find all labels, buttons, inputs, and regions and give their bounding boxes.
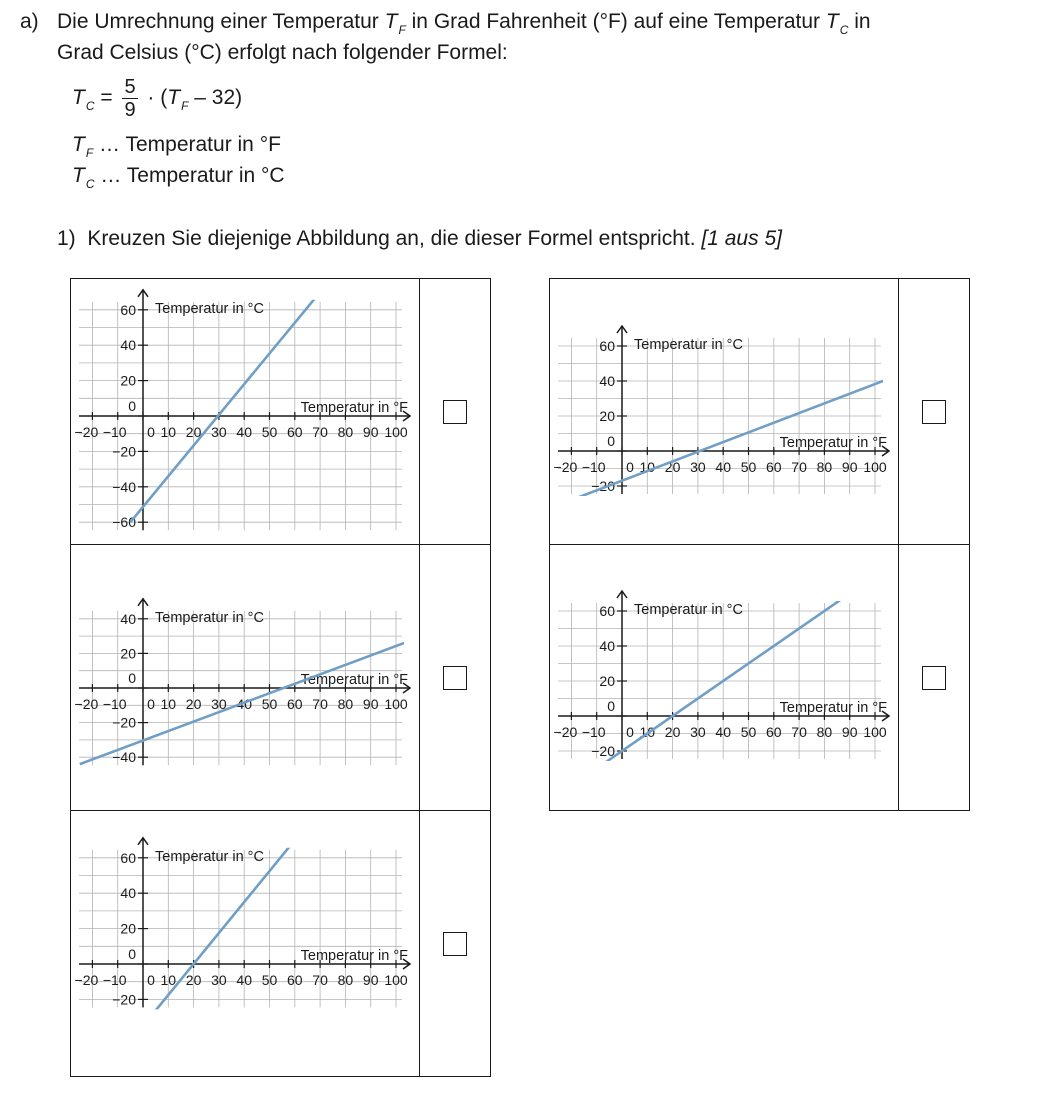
formula-minus-32: – 32) <box>194 86 243 110</box>
x-axis-label: Temperatur in °F <box>300 948 408 964</box>
option-chart-1 <box>71 279 419 544</box>
y-tick-label: −20 <box>112 443 136 460</box>
x-tick-label: 50 <box>261 972 278 988</box>
x-tick-label: 80 <box>337 696 354 712</box>
y-tick-label: 40 <box>120 885 136 902</box>
x-tick-label: 100 <box>384 424 408 440</box>
x-tick-label: 40 <box>236 972 252 988</box>
x-axis-label: Temperatur in °F <box>779 435 887 451</box>
x-tick-label: 90 <box>362 424 379 440</box>
x-tick-label: 60 <box>766 724 782 740</box>
formula-fraction: $\frac{5}{9}$ <box>124 76 136 121</box>
x-tick-label: 40 <box>715 459 731 475</box>
x-tick-label: 70 <box>312 424 328 440</box>
formula <box>72 76 242 121</box>
option-graph-cell-2 <box>70 544 420 811</box>
y-tick-label: 0 <box>607 698 615 714</box>
x-tick-label: 10 <box>639 459 656 475</box>
y-axis-label: Temperatur in °C <box>155 609 264 626</box>
y-tick-label: −40 <box>112 749 136 766</box>
y-tick-label: −20 <box>112 714 136 731</box>
y-tick-label: 20 <box>120 920 136 937</box>
x-axis-label: Temperatur in °F <box>300 400 408 416</box>
option-graph-cell-3 <box>70 810 420 1077</box>
y-tick-label: 0 <box>128 946 136 962</box>
x-tick-label: 50 <box>740 459 757 475</box>
formula-equals: = <box>100 86 113 110</box>
x-tick-label: 30 <box>690 724 706 740</box>
x-tick-label: 90 <box>841 459 858 475</box>
option-check-cell-5 <box>898 544 970 811</box>
x-tick-label: 40 <box>236 696 252 712</box>
y-tick-label: 60 <box>120 301 136 318</box>
x-tick-label: 60 <box>287 972 303 988</box>
x-tick-label: 90 <box>841 724 858 740</box>
x-tick-label: 0 <box>147 972 155 988</box>
y-axis-label: Temperatur in °C <box>634 602 743 618</box>
x-tick-label: 30 <box>690 459 706 475</box>
option-graph-cell-4 <box>549 278 899 545</box>
x-tick-label: 20 <box>185 696 202 712</box>
legend-f: $T_F$ … Temperatur in °F <box>72 133 281 160</box>
option-graph-cell-5 <box>549 544 899 811</box>
formula-tc: $T_C$ <box>72 86 95 114</box>
x-tick-label: 40 <box>236 424 252 440</box>
x-tick-label: 40 <box>715 724 731 740</box>
y-tick-label: 20 <box>599 673 615 689</box>
x-tick-label: 10 <box>160 972 177 988</box>
x-tick-label: −20 <box>74 696 99 712</box>
y-tick-label: 60 <box>120 849 136 866</box>
intro-line-1-mid: in Grad Fahrenheit (°F) auf eine Temperatur <box>411 10 821 33</box>
y-tick-label: 40 <box>599 638 615 654</box>
option-chart-5 <box>550 545 898 810</box>
y-tick-label: −20 <box>591 743 615 759</box>
x-tick-label: −20 <box>74 972 99 988</box>
option-chart-2 <box>71 545 419 810</box>
option-check-cell-3 <box>419 810 491 1077</box>
y-tick-label: 0 <box>607 433 615 449</box>
y-tick-label: 20 <box>599 408 615 424</box>
x-tick-label: 80 <box>816 724 833 740</box>
x-tick-label: 90 <box>362 972 379 988</box>
x-tick-label: −20 <box>553 724 578 740</box>
x-tick-label: 100 <box>863 459 887 475</box>
y-tick-label: 60 <box>599 603 615 619</box>
x-tick-label: 20 <box>664 724 681 740</box>
x-tick-label: 20 <box>664 459 681 475</box>
question <box>57 228 782 249</box>
y-tick-label: −20 <box>112 991 136 1008</box>
y-tick-label: 0 <box>128 398 136 414</box>
x-tick-label: −10 <box>581 459 606 475</box>
x-axis-label: Temperatur in °F <box>300 672 408 688</box>
x-tick-label: 0 <box>147 696 155 712</box>
x-tick-label: 100 <box>863 724 887 740</box>
intro-line-1 <box>57 10 871 37</box>
formula-tf: $T_F$ <box>167 86 189 114</box>
x-tick-label: 100 <box>384 696 408 712</box>
x-tick-label: 0 <box>626 724 634 740</box>
x-tick-label: 10 <box>160 424 177 440</box>
x-tick-label: −10 <box>102 424 127 440</box>
x-tick-label: 0 <box>147 424 155 440</box>
x-tick-label: 70 <box>791 724 807 740</box>
x-tick-label: 50 <box>261 696 278 712</box>
x-tick-label: 10 <box>639 724 656 740</box>
x-tick-label: 60 <box>287 424 303 440</box>
x-tick-label: 0 <box>626 459 634 475</box>
intro-line-1-pre: Die Umrechnung einer Temperatur <box>57 10 379 33</box>
x-tick-label: −20 <box>74 424 99 440</box>
y-tick-label: −20 <box>591 478 615 494</box>
option-chart-4 <box>550 279 898 544</box>
formula-dot: · ( <box>147 86 168 110</box>
x-tick-label: 30 <box>211 972 227 988</box>
x-tick-label: 30 <box>211 696 227 712</box>
y-tick-label: −60 <box>112 514 136 531</box>
x-tick-label: −10 <box>102 696 127 712</box>
x-tick-label: 80 <box>337 972 354 988</box>
question-number: 1) <box>57 227 76 250</box>
option-check-cell-1 <box>419 278 491 545</box>
x-tick-label: −10 <box>102 972 127 988</box>
option-checkbox-4[interactable] <box>922 400 946 424</box>
x-tick-label: 20 <box>185 972 202 988</box>
question-hint: [1 aus 5] <box>701 227 782 250</box>
task-label: a) <box>20 10 39 33</box>
x-tick-label: 30 <box>211 424 227 440</box>
series-line <box>130 292 320 522</box>
x-axis-label: Temperatur in °F <box>779 700 887 716</box>
question-text: Kreuzen Sie diejenige Abbildung an, die dieser Formel entspricht. <box>87 227 696 250</box>
x-tick-label: 60 <box>766 459 782 475</box>
x-tick-label: 50 <box>261 424 278 440</box>
y-tick-label: 60 <box>599 338 615 354</box>
x-tick-label: −10 <box>581 724 606 740</box>
y-tick-label: 40 <box>120 337 136 354</box>
y-axis-label: Temperatur in °C <box>155 848 264 865</box>
x-tick-label: 80 <box>337 424 354 440</box>
y-tick-label: 20 <box>120 372 136 389</box>
option-check-cell-2 <box>419 544 491 811</box>
x-tick-label: 50 <box>740 724 757 740</box>
y-axis-label: Temperatur in °C <box>634 337 743 353</box>
intro-line-1-post: in <box>854 10 871 33</box>
y-tick-label: 20 <box>120 645 136 662</box>
x-tick-label: 70 <box>312 972 328 988</box>
option-checkbox-2[interactable] <box>443 666 467 690</box>
option-checkbox-5[interactable] <box>922 666 946 690</box>
option-checkbox-1[interactable] <box>443 400 467 424</box>
x-tick-label: 90 <box>362 696 379 712</box>
x-tick-label: 80 <box>816 459 833 475</box>
intro-line-2: Grad Celsius (°C) erfolgt nach folgender Formel: <box>57 41 508 64</box>
y-tick-label: −40 <box>112 478 136 495</box>
x-tick-label: 20 <box>185 424 202 440</box>
x-tick-label: 70 <box>791 459 807 475</box>
var-t-f: $T_F$ <box>384 10 406 37</box>
x-tick-label: 60 <box>287 696 303 712</box>
x-tick-label: 10 <box>160 696 177 712</box>
option-checkbox-3[interactable] <box>443 932 467 956</box>
x-tick-label: 70 <box>312 696 328 712</box>
y-axis-label: Temperatur in °C <box>155 300 264 317</box>
x-tick-label: −20 <box>553 459 578 475</box>
x-tick-label: 100 <box>384 972 408 988</box>
y-tick-label: 40 <box>120 610 136 627</box>
option-graph-cell-1 <box>70 278 420 545</box>
option-chart-3 <box>71 811 419 1076</box>
var-t-c: $T_C$ <box>825 10 849 37</box>
y-tick-label: 0 <box>128 670 136 686</box>
option-check-cell-4 <box>898 278 970 545</box>
legend-c: $T_C$ … Temperatur in °C <box>72 164 285 191</box>
y-tick-label: 40 <box>599 373 615 389</box>
